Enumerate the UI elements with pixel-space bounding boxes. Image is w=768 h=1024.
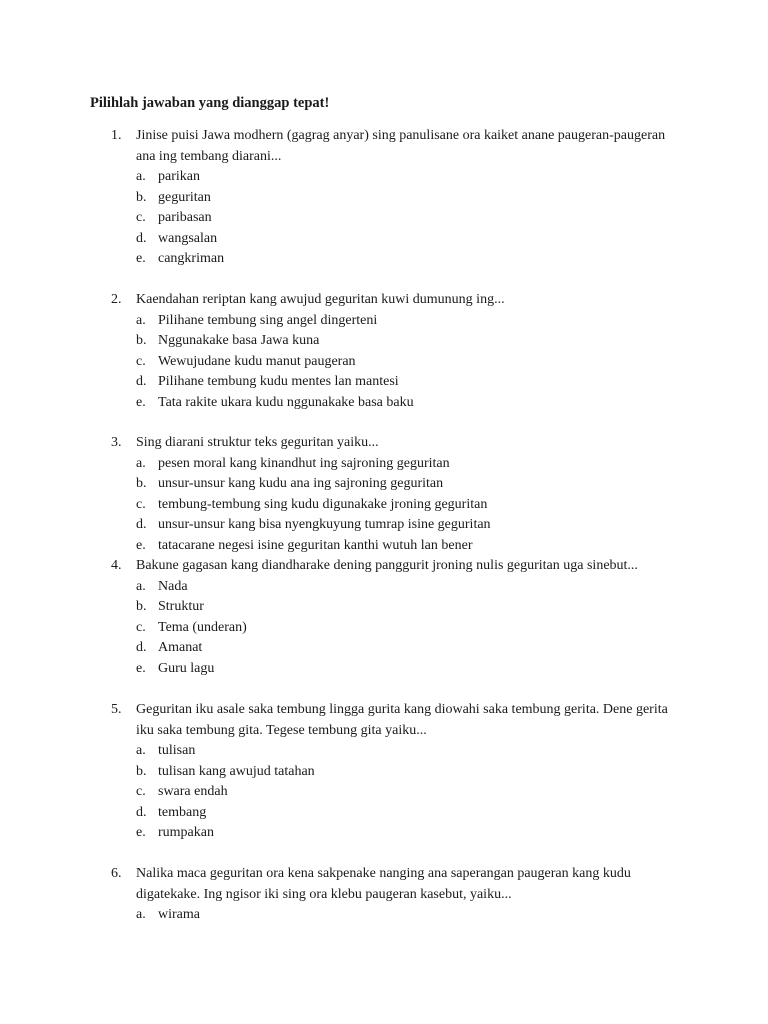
- option-b: [0, 762, 768, 783]
- question-4: [0, 556, 768, 679]
- option-text: Amanat: [158, 640, 203, 655]
- option-letter: a.: [136, 578, 146, 594]
- option-b: [0, 188, 768, 209]
- question-3: [0, 433, 768, 556]
- option-a: [0, 311, 768, 332]
- option-letter: d.: [136, 804, 147, 820]
- question-number: 2.: [111, 292, 122, 307]
- option-text: Tata rakite ukara kudu nggunakake basa baku: [158, 394, 414, 410]
- option-b: [0, 474, 768, 495]
- option-b: [0, 597, 768, 618]
- question-text: Sing diarani struktur teks geguritan yaiku...: [136, 435, 379, 450]
- option-c: [0, 618, 768, 639]
- option-letter: a.: [136, 455, 146, 471]
- option-letter: c.: [136, 353, 146, 369]
- option-text: Nada: [158, 578, 188, 594]
- option-c: [0, 495, 768, 516]
- option-c: [0, 208, 768, 229]
- option-letter: e.: [136, 660, 146, 676]
- option-e: [0, 536, 768, 557]
- option-letter: d.: [136, 374, 147, 389]
- option-e: [0, 393, 768, 414]
- option-letter: c.: [136, 784, 146, 799]
- option-text: Struktur: [158, 599, 204, 614]
- question-number: 6.: [111, 866, 122, 881]
- option-d: [0, 229, 768, 250]
- option-letter: e.: [136, 394, 146, 410]
- option-letter: e.: [136, 825, 146, 840]
- option-text: Tema (underan): [158, 619, 247, 635]
- option-letter: c.: [136, 619, 146, 635]
- option-text: Pilihane tembung sing angel dingerteni: [158, 312, 378, 328]
- option-e: [0, 249, 768, 270]
- option-text: unsur-unsur kang bisa nyengkuyung tumrap isine geguritan: [158, 517, 491, 532]
- question-text: Nalika maca geguritan ora kena sakpenake nanging ana saperangan paugeran kang kudu digatekake. Ing ngisor iki sing ora klebu paugeran kasebut, yaiku...: [136, 866, 631, 902]
- option-letter: b.: [136, 599, 147, 614]
- question-text: Bakune gagasan kang diandharake dening panggurit jroning nulis geguritan uga sinebut...: [136, 558, 638, 573]
- option-letter: d.: [136, 517, 147, 532]
- option-letter: a.: [136, 312, 146, 328]
- option-letter: a.: [136, 743, 146, 758]
- option-text: unsur-unsur kang kudu ana ing sajroning geguritan: [158, 476, 444, 491]
- option-text: tulisan: [158, 743, 196, 758]
- option-a: [0, 905, 768, 926]
- option-text: cangkriman: [158, 251, 225, 266]
- option-text: parikan: [158, 169, 200, 184]
- question-number: 3.: [111, 435, 122, 450]
- option-e: [0, 823, 768, 844]
- option-text: wirama: [158, 907, 200, 922]
- option-c: [0, 352, 768, 373]
- question-6: [0, 864, 768, 926]
- instruction-heading: Pilihlah jawaban yang dianggap tepat!: [90, 95, 330, 111]
- option-text: Nggunakake basa Jawa kuna: [158, 333, 320, 348]
- option-letter: e.: [136, 537, 146, 553]
- option-text: paribasan: [158, 210, 212, 225]
- option-letter: b.: [136, 333, 147, 348]
- option-c: [0, 782, 768, 803]
- option-e: [0, 659, 768, 680]
- option-text: swara endah: [158, 784, 228, 799]
- option-letter: c.: [136, 210, 146, 225]
- option-letter: d.: [136, 230, 147, 246]
- option-text: tatacarane negesi isine geguritan kanthi wutuh lan bener: [158, 537, 473, 553]
- question-text: Geguritan iku asale saka tembung lingga gurita kang diowahi saka tembung gerita. Dene gerita iku saka tembung gita. Tegese tembung gita yaiku...: [136, 702, 668, 738]
- option-letter: d.: [136, 640, 147, 655]
- option-text: rumpakan: [158, 825, 214, 840]
- option-d: [0, 372, 768, 393]
- question-5: [0, 700, 768, 844]
- option-letter: c.: [136, 496, 146, 512]
- option-text: Guru lagu: [158, 660, 215, 676]
- option-letter: e.: [136, 251, 146, 266]
- question-text: Jinise puisi Jawa modhern (gagrag anyar) sing panulisane ora kaiket anane paugeran-paugeran ana ing tembang diarani...: [136, 128, 666, 164]
- option-text: Wewujudane kudu manut paugeran: [158, 353, 356, 369]
- option-a: [0, 167, 768, 188]
- option-text: tembung-tembung sing kudu digunakake jroning geguritan: [158, 496, 488, 512]
- question-number: 1.: [111, 128, 122, 143]
- question-number: 5.: [111, 702, 122, 717]
- option-text: pesen moral kang kinandhut ing sajroning geguritan: [158, 455, 450, 471]
- option-a: [0, 454, 768, 475]
- question-number: 4.: [111, 558, 122, 573]
- option-d: [0, 803, 768, 824]
- option-letter: b.: [136, 763, 147, 779]
- question-2: [0, 290, 768, 413]
- option-a: [0, 577, 768, 598]
- option-d: [0, 515, 768, 536]
- option-letter: a.: [136, 169, 146, 184]
- option-text: tulisan kang awujud tatahan: [158, 763, 315, 779]
- question-1: [0, 126, 768, 270]
- option-letter: b.: [136, 476, 147, 491]
- option-text: wangsalan: [158, 230, 218, 246]
- question-text: Kaendahan reriptan kang awujud geguritan kuwi dumunung ing...: [136, 292, 505, 307]
- option-a: [0, 741, 768, 762]
- option-text: tembang: [158, 804, 207, 820]
- option-text: geguritan: [158, 189, 211, 205]
- option-letter: b.: [136, 189, 147, 205]
- option-letter: a.: [136, 907, 146, 922]
- option-b: [0, 331, 768, 352]
- option-d: [0, 638, 768, 659]
- option-text: Pilihane tembung kudu mentes lan mantesi: [158, 374, 399, 389]
